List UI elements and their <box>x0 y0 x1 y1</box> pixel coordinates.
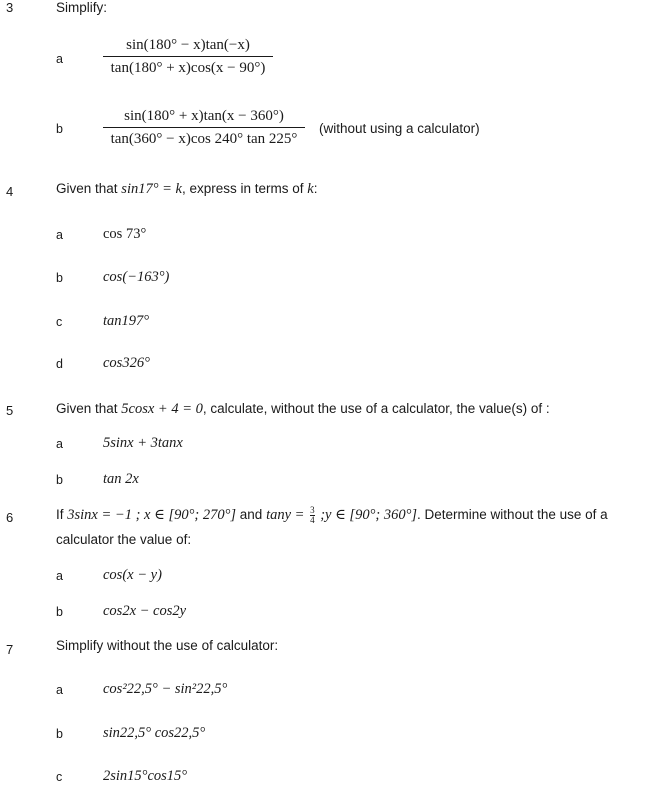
part-expression: cos(−163°) <box>103 269 170 285</box>
part-label: b <box>56 122 63 136</box>
part-expression: tan 2x <box>103 471 139 487</box>
part-label: b <box>56 271 63 285</box>
part-expression: cos 73° <box>103 226 147 242</box>
part-expression: cos²22,5° − sin²22,5° <box>103 681 228 697</box>
prompt-math: 5cosx + 4 = 0 <box>121 401 203 417</box>
part-label: c <box>56 315 63 329</box>
part-expression: tan197° <box>103 313 150 329</box>
numerator: sin(180° − x)tan(−x) <box>126 37 250 53</box>
part-expression: cos(x − y) <box>103 567 162 583</box>
part-label: d <box>56 357 63 371</box>
fraction-3b <box>103 106 305 149</box>
prompt-text: Given that <box>56 181 122 196</box>
part-note: (without using a calculator) <box>319 121 480 136</box>
part-label: a <box>56 52 63 66</box>
part-label: a <box>56 228 63 242</box>
fraction-denominator: 4 <box>310 515 315 525</box>
question-prompt <box>56 401 550 418</box>
part-expression: cos326° <box>103 355 150 371</box>
question-number: 7 <box>6 642 14 657</box>
part-label: a <box>56 683 63 697</box>
part-label: c <box>56 770 63 784</box>
question-prompt <box>56 181 318 198</box>
prompt-math: ;y ∈ [90°; 360°] <box>316 507 418 524</box>
question-prompt-line2: calculator the value of: <box>56 532 192 547</box>
inline-fraction <box>310 506 315 525</box>
part-label: b <box>56 727 63 741</box>
prompt-text: , calculate, without the use of a calculator, the value(s) of : <box>202 401 550 416</box>
part-expression: 2sin15°cos15° <box>103 768 188 784</box>
part-label: b <box>56 473 63 487</box>
prompt-text: Given that <box>56 401 122 416</box>
question-prompt: Simplify: <box>56 0 108 15</box>
part-expression: cos2x − cos2y <box>103 603 187 619</box>
fraction-bar <box>103 127 305 128</box>
question-number: 6 <box>6 510 14 525</box>
question-number: 5 <box>6 403 14 418</box>
prompt-math: 3sinx = −1 ; x ∈ [90°; 270°] <box>67 507 237 524</box>
prompt-text: : <box>313 181 318 196</box>
prompt-text: . Determine without the use of a <box>417 507 608 523</box>
question-prompt <box>56 506 608 525</box>
fraction-3a <box>103 35 273 78</box>
fraction-numerator: 3 <box>310 505 315 515</box>
numerator: sin(180° + x)tan(x − 360°) <box>124 108 284 124</box>
part-label: a <box>56 437 63 451</box>
prompt-math: tany = <box>266 507 309 524</box>
question-number: 3 <box>6 0 14 15</box>
prompt-var: k <box>307 181 314 197</box>
question-prompt: Simplify without the use of calculator: <box>56 638 279 653</box>
prompt-text: , express in terms of <box>182 181 308 196</box>
question-number: 4 <box>6 184 14 199</box>
part-expression: sin22,5° cos22,5° <box>103 725 206 741</box>
prompt-math: sin17° = k <box>121 181 182 197</box>
fraction-bar <box>103 56 273 57</box>
prompt-text: If <box>56 507 68 523</box>
part-label: b <box>56 605 63 619</box>
denominator: tan(360° − x)cos 240° tan 225° <box>110 131 298 147</box>
part-expression: 5sinx + 3tanx <box>103 435 183 451</box>
denominator: tan(180° + x)cos(x − 90°) <box>110 60 266 76</box>
prompt-text: and <box>236 507 267 523</box>
part-label: a <box>56 569 63 583</box>
